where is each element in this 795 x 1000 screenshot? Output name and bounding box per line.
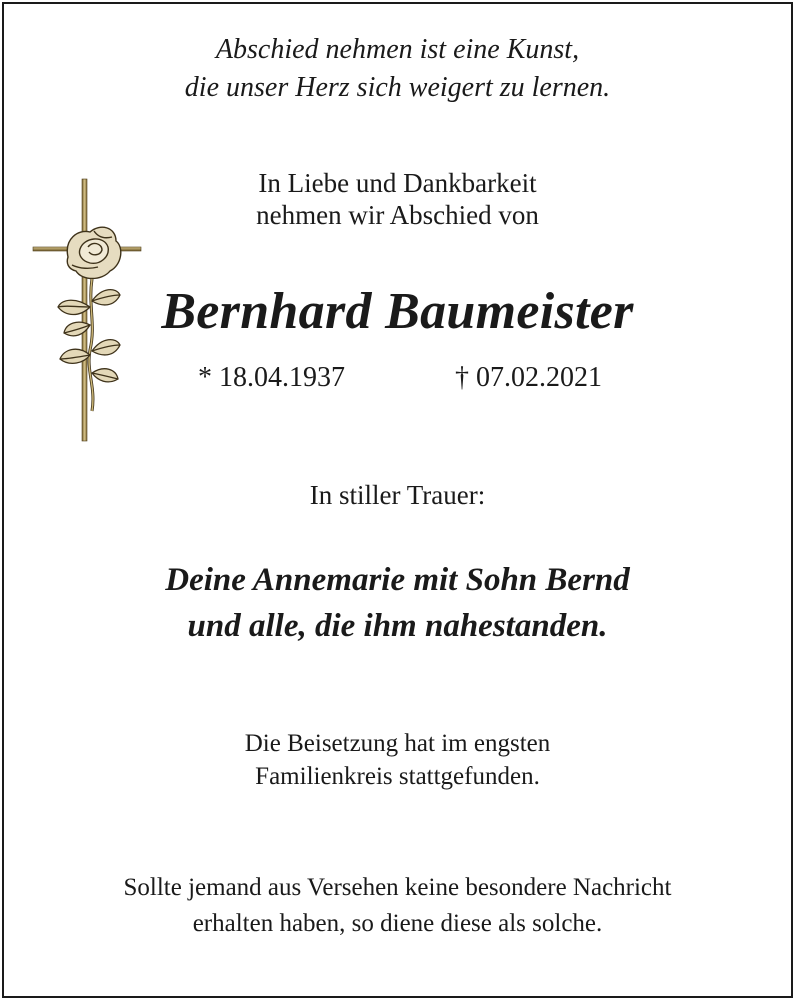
burial-note-line-1: Die Beisetzung hat im engsten [244, 730, 551, 757]
burial-note-line-2: Familienkreis stattgefunden. [255, 763, 540, 790]
mourners-line-2: und alle, die ihm nahestanden. [187, 608, 608, 644]
motto-line-2: die unser Herz sich weigert zu lernen. [184, 72, 611, 103]
intro-line-1: In Liebe und Dankbarkeit [258, 168, 537, 198]
deceased-name: Bernhard Baumeister [161, 283, 634, 340]
notice-line-1: Sollte jemand aus Versehen keine besondere Nachricht [123, 874, 672, 901]
mourners-line-1: Deine Annemarie mit Sohn Bernd [165, 562, 630, 598]
intro-line-2: nehmen wir Abschied von [256, 200, 539, 230]
birth-date: * 18.04.1937 [198, 362, 345, 393]
notice-line-2: erhalten haben, so diene diese als solche. [192, 910, 603, 937]
death-date: † 07.02.2021 [455, 362, 602, 393]
cross-with-rose-icon [30, 175, 145, 443]
mourning-heading: In stiller Trauer: [309, 480, 486, 510]
motto-line-1: Abschied nehmen ist eine Kunst, [215, 34, 580, 65]
